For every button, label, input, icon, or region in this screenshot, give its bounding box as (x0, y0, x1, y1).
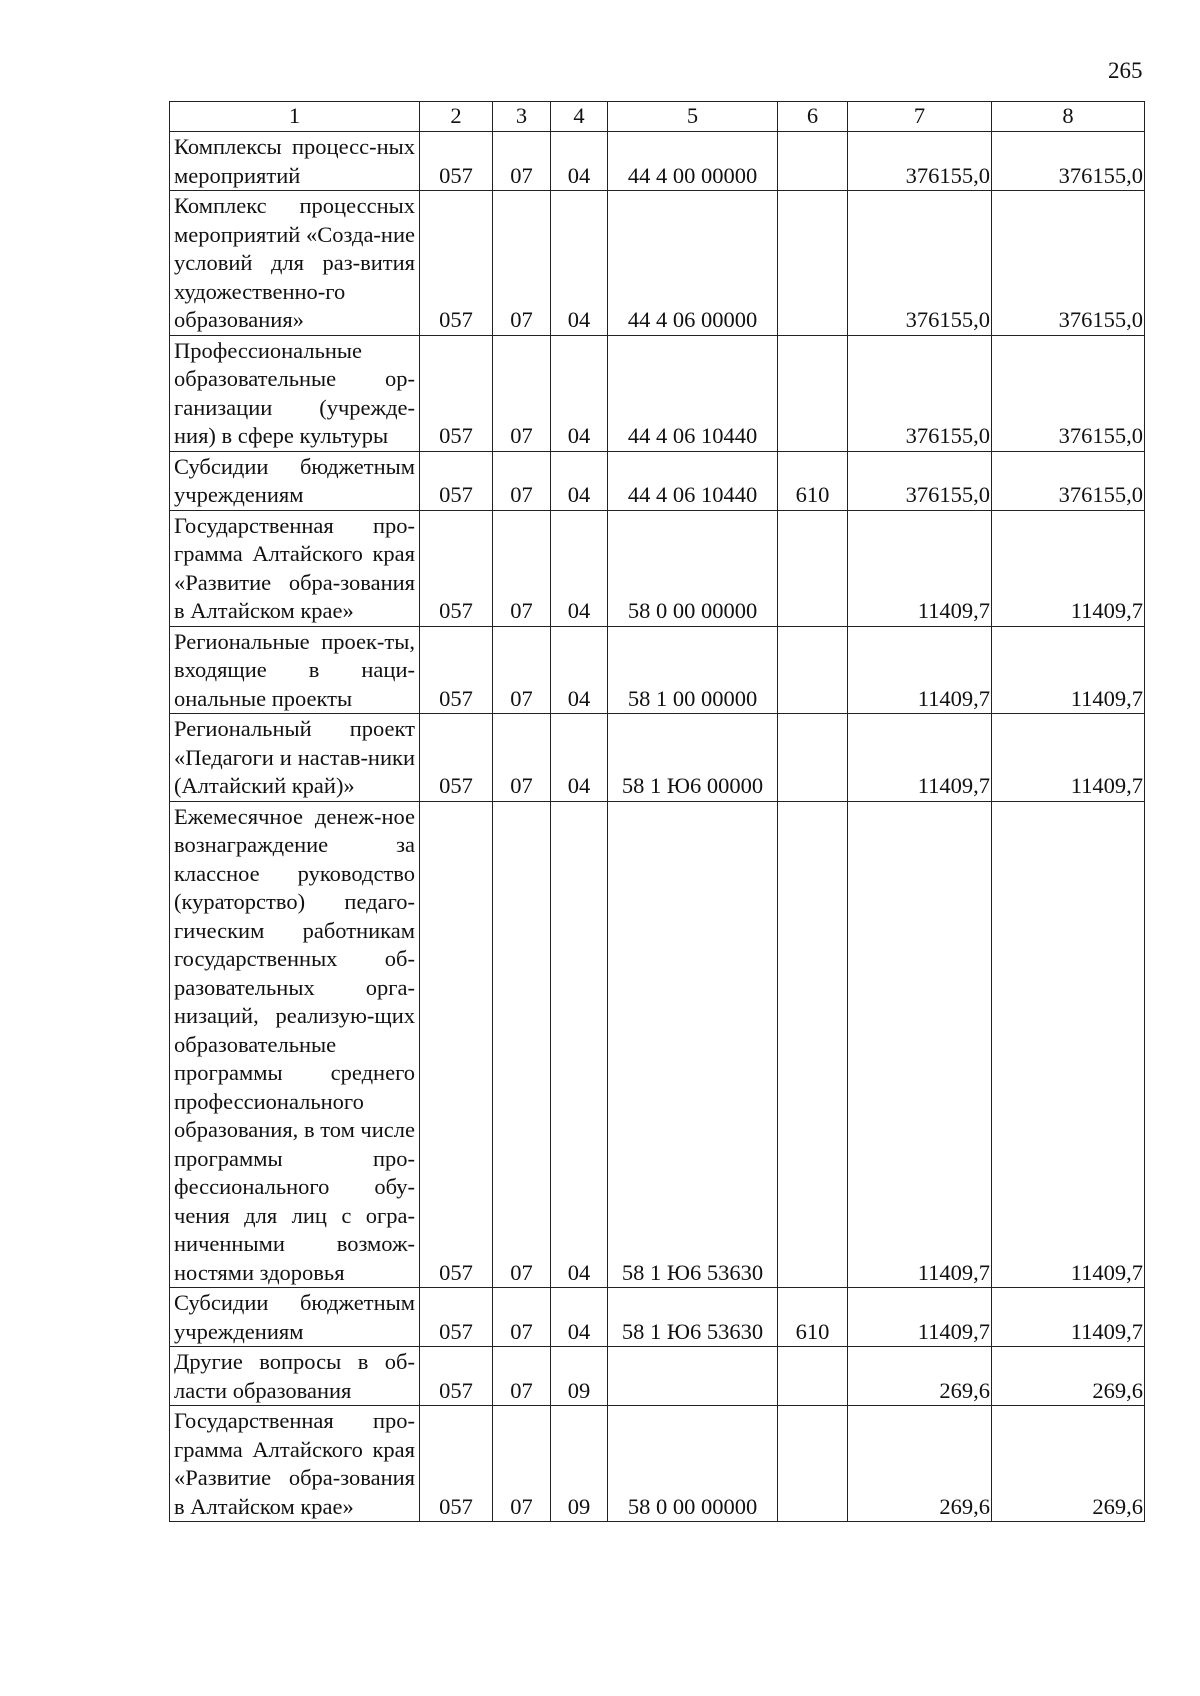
ministry-code-cell: 057 (420, 335, 493, 451)
target-article-cell: 58 1 Ю6 53630 (608, 1288, 778, 1347)
target-article-cell: 58 1 00 00000 (608, 626, 778, 714)
amount-cell: 11409,7 (848, 714, 992, 802)
expense-type-cell (778, 1406, 848, 1522)
item-name-cell: Другие вопросы в об-ласти образования (170, 1347, 420, 1406)
header-cell: 3 (493, 102, 551, 132)
item-name-cell: Региональные проек-ты, входящие в наци-ональные проекты (170, 626, 420, 714)
expense-type-cell (778, 510, 848, 626)
section-code-cell: 07 (493, 451, 551, 510)
header-cell: 6 (778, 102, 848, 132)
table-row (170, 1406, 1145, 1522)
amount-cell: 269,6 (848, 1406, 992, 1522)
header-cell: 8 (992, 102, 1145, 132)
table-row (170, 1347, 1145, 1406)
target-article-cell: 44 4 06 10440 (608, 335, 778, 451)
amount-cell: 11409,7 (848, 1288, 992, 1347)
amount-cell: 376155,0 (848, 132, 992, 191)
table-row (170, 510, 1145, 626)
section-code-cell: 07 (493, 1288, 551, 1347)
table-row (170, 335, 1145, 451)
amount-cell: 11409,7 (848, 801, 992, 1288)
target-article-cell: 58 1 Ю6 00000 (608, 714, 778, 802)
ministry-code-cell: 057 (420, 801, 493, 1288)
header-cell: 7 (848, 102, 992, 132)
section-code-cell: 07 (493, 1406, 551, 1522)
ministry-code-cell: 057 (420, 1406, 493, 1522)
table-row (170, 714, 1145, 802)
section-code-cell: 07 (493, 510, 551, 626)
table-row (170, 191, 1145, 336)
amount-cell: 11409,7 (992, 626, 1145, 714)
section-code-cell: 07 (493, 714, 551, 802)
section-code-cell: 07 (493, 191, 551, 336)
target-article-cell: 44 4 06 10440 (608, 451, 778, 510)
table-row (170, 801, 1145, 1288)
ministry-code-cell: 057 (420, 191, 493, 336)
target-article-cell (608, 1347, 778, 1406)
expense-type-cell: 610 (778, 1288, 848, 1347)
target-article-cell: 58 0 00 00000 (608, 510, 778, 626)
page-number: 265 (1108, 58, 1143, 83)
amount-cell: 376155,0 (848, 191, 992, 336)
subsection-code-cell: 04 (551, 132, 608, 191)
amount-cell: 11409,7 (992, 714, 1145, 802)
ministry-code-cell: 057 (420, 626, 493, 714)
amount-cell: 376155,0 (992, 451, 1145, 510)
amount-cell: 11409,7 (992, 801, 1145, 1288)
expense-type-cell (778, 626, 848, 714)
amount-cell: 269,6 (992, 1406, 1145, 1522)
amount-cell: 269,6 (992, 1347, 1145, 1406)
target-article-cell: 44 4 06 00000 (608, 191, 778, 336)
item-name-cell: Комплексы процесс-ных мероприятий (170, 132, 420, 191)
target-article-cell: 58 0 00 00000 (608, 1406, 778, 1522)
section-code-cell: 07 (493, 335, 551, 451)
expense-type-cell (778, 801, 848, 1288)
subsection-code-cell: 04 (551, 626, 608, 714)
amount-cell: 376155,0 (992, 191, 1145, 336)
header-cell: 1 (170, 102, 420, 132)
amount-cell: 11409,7 (848, 626, 992, 714)
expense-type-cell (778, 1347, 848, 1406)
table-row (170, 626, 1145, 714)
ministry-code-cell: 057 (420, 1288, 493, 1347)
subsection-code-cell: 09 (551, 1406, 608, 1522)
header-cell: 5 (608, 102, 778, 132)
item-name-cell: Субсидии бюджетным учреждениям (170, 1288, 420, 1347)
ministry-code-cell: 057 (420, 714, 493, 802)
table-header-row (170, 102, 1145, 132)
table-row (170, 132, 1145, 191)
item-name-cell: Государственная про-грамма Алтайского края «Развитие обра-зования в Алтайском крае» (170, 1406, 420, 1522)
subsection-code-cell: 04 (551, 714, 608, 802)
subsection-code-cell: 04 (551, 1288, 608, 1347)
ministry-code-cell: 057 (420, 451, 493, 510)
target-article-cell: 58 1 Ю6 53630 (608, 801, 778, 1288)
item-name-cell: Региональный проект «Педагоги и настав-ники (Алтайский край)» (170, 714, 420, 802)
ministry-code-cell: 057 (420, 132, 493, 191)
amount-cell: 11409,7 (992, 1288, 1145, 1347)
subsection-code-cell: 04 (551, 451, 608, 510)
expense-type-cell (778, 132, 848, 191)
amount-cell: 376155,0 (848, 335, 992, 451)
item-name-cell: Профессиональные образовательные ор-ганизации (учрежде-ния) в сфере культуры (170, 335, 420, 451)
table-row (170, 451, 1145, 510)
item-name-cell: Комплекс процессных мероприятий «Созда-ние условий для раз-вития художественно-го образования» (170, 191, 420, 336)
ministry-code-cell: 057 (420, 1347, 493, 1406)
table-row (170, 1288, 1145, 1347)
item-name-cell: Субсидии бюджетным учреждениям (170, 451, 420, 510)
subsection-code-cell: 04 (551, 335, 608, 451)
header-cell: 4 (551, 102, 608, 132)
subsection-code-cell: 04 (551, 191, 608, 336)
amount-cell: 376155,0 (992, 335, 1145, 451)
subsection-code-cell: 04 (551, 801, 608, 1288)
section-code-cell: 07 (493, 626, 551, 714)
expense-type-cell (778, 714, 848, 802)
header-cell: 2 (420, 102, 493, 132)
ministry-code-cell: 057 (420, 510, 493, 626)
expense-type-cell (778, 191, 848, 336)
section-code-cell: 07 (493, 1347, 551, 1406)
amount-cell: 11409,7 (848, 510, 992, 626)
amount-cell: 269,6 (848, 1347, 992, 1406)
target-article-cell: 44 4 00 00000 (608, 132, 778, 191)
amount-cell: 11409,7 (992, 510, 1145, 626)
amount-cell: 376155,0 (848, 451, 992, 510)
expense-type-cell: 610 (778, 451, 848, 510)
section-code-cell: 07 (493, 801, 551, 1288)
item-name-cell: Ежемесячное денеж-ное вознаграждение за классное руководство (кураторство) педаго-гическим работникам государственных об-разовательных орга-низаций, реализую-щих образовательные программы среднего профессионального образования, в том числе программы про-фессионального обу-чения для лиц с огра-ниченными возмож-ностями здоровья (170, 801, 420, 1288)
expense-type-cell (778, 335, 848, 451)
item-name-cell: Государственная про-грамма Алтайского края «Развитие обра-зования в Алтайском крае» (170, 510, 420, 626)
section-code-cell: 07 (493, 132, 551, 191)
amount-cell: 376155,0 (992, 132, 1145, 191)
subsection-code-cell: 04 (551, 510, 608, 626)
budget-table (169, 101, 1145, 1522)
subsection-code-cell: 09 (551, 1347, 608, 1406)
